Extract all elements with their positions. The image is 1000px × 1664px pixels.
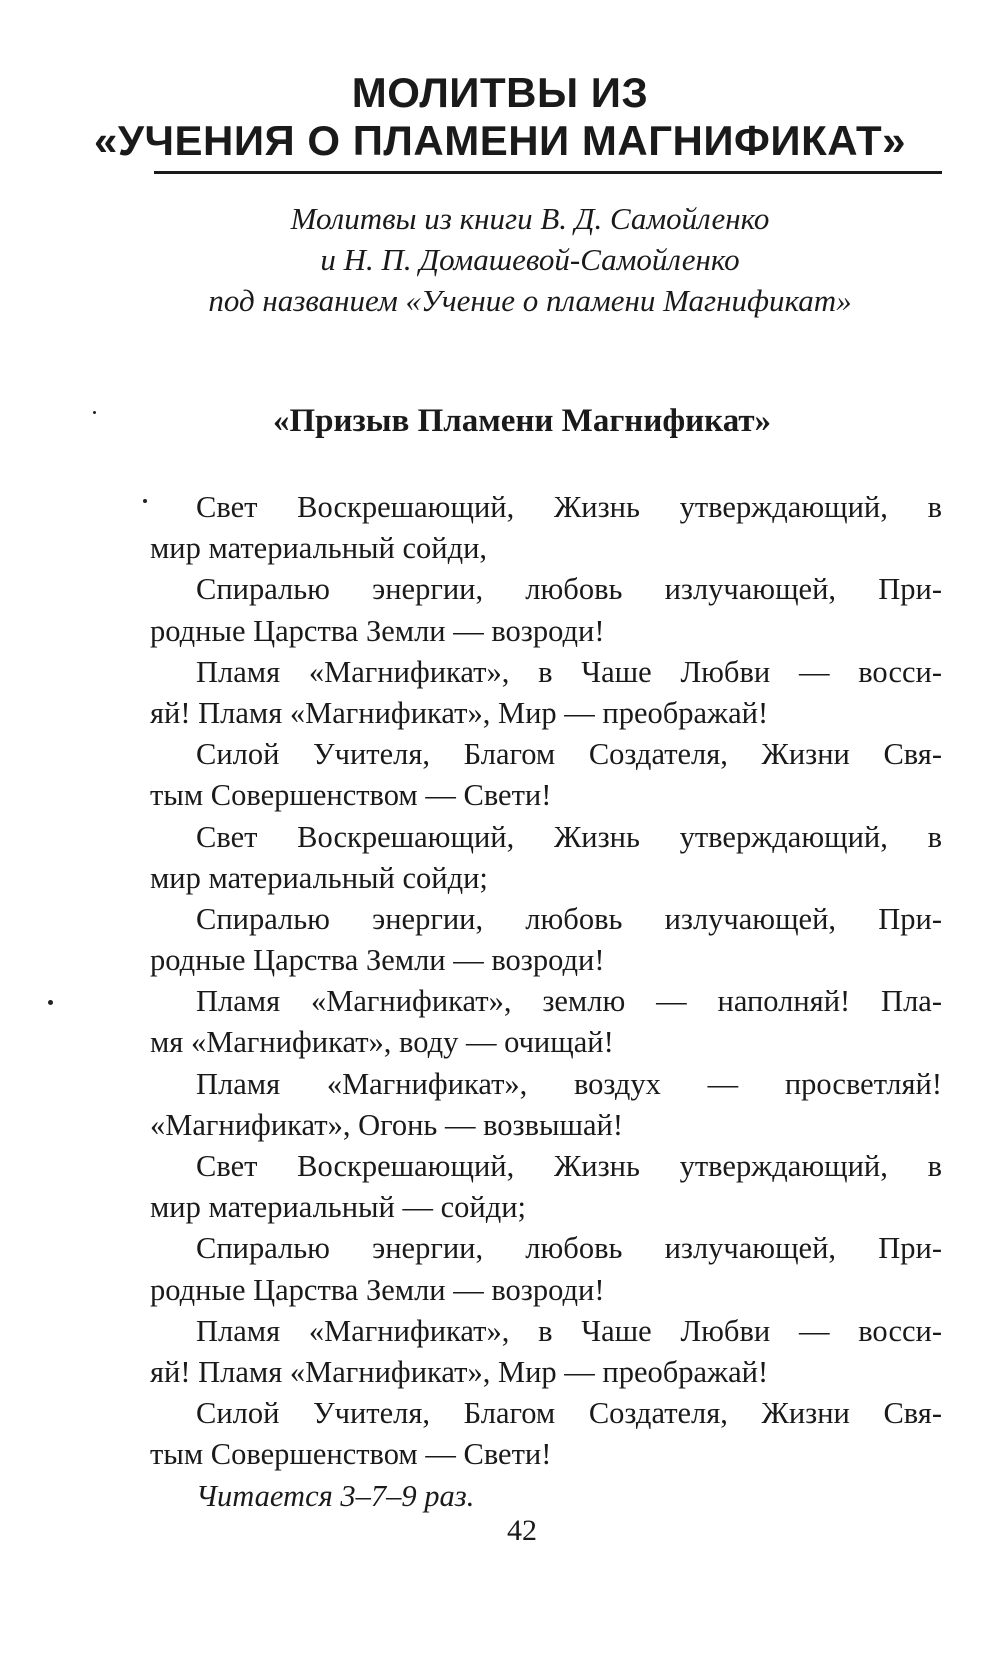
- prayer-line: Пламя «Магнификат», воздух — просветляй!: [196, 1066, 942, 1101]
- prayer-line: Спиралью энергии, любовь излучающей, При-: [196, 572, 942, 607]
- print-speck: [143, 499, 147, 503]
- prayer-line: яй! Пламя «Магнификат», Мир — преображай!: [150, 695, 769, 730]
- prayer-line: родные Царства Земли — возроди!: [150, 613, 605, 648]
- chapter-subtitle: [0, 198, 1000, 321]
- prayer-line: яй! Пламя «Магнификат», Мир — преображай!: [150, 1354, 769, 1389]
- prayer-title: «Призыв Пламени Магнификат»: [272, 403, 772, 439]
- prayer-line: родные Царства Земли — возроди!: [150, 1272, 605, 1307]
- prayer-line: Пламя «Магнификат», в Чаше Любви — восси-: [196, 654, 942, 689]
- heading-divider: [154, 171, 942, 174]
- subtitle-line-2: и Н. П. Домашевой-Самойленко: [320, 242, 740, 277]
- prayer-line: Спиралью энергии, любовь излучающей, При-: [196, 901, 942, 936]
- prayer-line: Спиралью энергии, любовь излучающей, При-: [196, 1231, 942, 1266]
- prayer-line: Свет Воскрешающий, Жизнь утверждающий, в: [196, 1149, 942, 1183]
- page-number: 42: [507, 1514, 537, 1547]
- prayer-line: тым Совершенством — Свети!: [150, 1437, 552, 1472]
- prayer-line: Пламя «Магнификат», в Чаше Любви — восси-: [196, 1313, 942, 1348]
- prayer-body: [150, 487, 942, 1517]
- prayer-line: мир материальный — сойди;: [150, 1190, 527, 1225]
- chapter-heading-line-1: МОЛИТВЫ ИЗ: [351, 69, 649, 116]
- prayer-line: тым Совершенством — Свети!: [150, 778, 552, 813]
- prayer-line: Свет Воскрешающий, Жизнь утверждающий, в: [196, 490, 942, 524]
- subtitle-line-1: Молитвы из книги В. Д. Самойленко: [290, 201, 770, 236]
- chapter-heading-line-2: «УЧЕНИЯ О ПЛАМЕНИ МАГНИФИКАТ»: [94, 117, 906, 164]
- prayer-line: «Магнификат», Огонь — возвышай!: [150, 1107, 623, 1142]
- prayer-line: мир материальный сойди,: [150, 531, 488, 566]
- print-speck: [93, 411, 96, 414]
- subtitle-line-3: под названием «Учение о пламени Магнификат»: [208, 283, 852, 318]
- prayer-line: мир материальный сойди;: [150, 860, 488, 895]
- reading-note: Читается 3–7–9 раз.: [196, 1478, 475, 1513]
- print-speck: [48, 1000, 53, 1005]
- prayer-line: мя «Магнификат», воду — очищай!: [150, 1025, 614, 1060]
- prayer-line: Свет Воскрешающий, Жизнь утверждающий, в: [196, 819, 942, 854]
- prayer-line: Силой Учителя, Благом Создателя, Жизни Свя-: [196, 1396, 942, 1431]
- prayer-line: родные Царства Земли — возроди!: [150, 943, 605, 978]
- prayer-line: Силой Учителя, Благом Создателя, Жизни Свя-: [196, 737, 942, 772]
- prayer-line: Пламя «Магнификат», землю — наполняй! Пла-: [196, 984, 942, 1019]
